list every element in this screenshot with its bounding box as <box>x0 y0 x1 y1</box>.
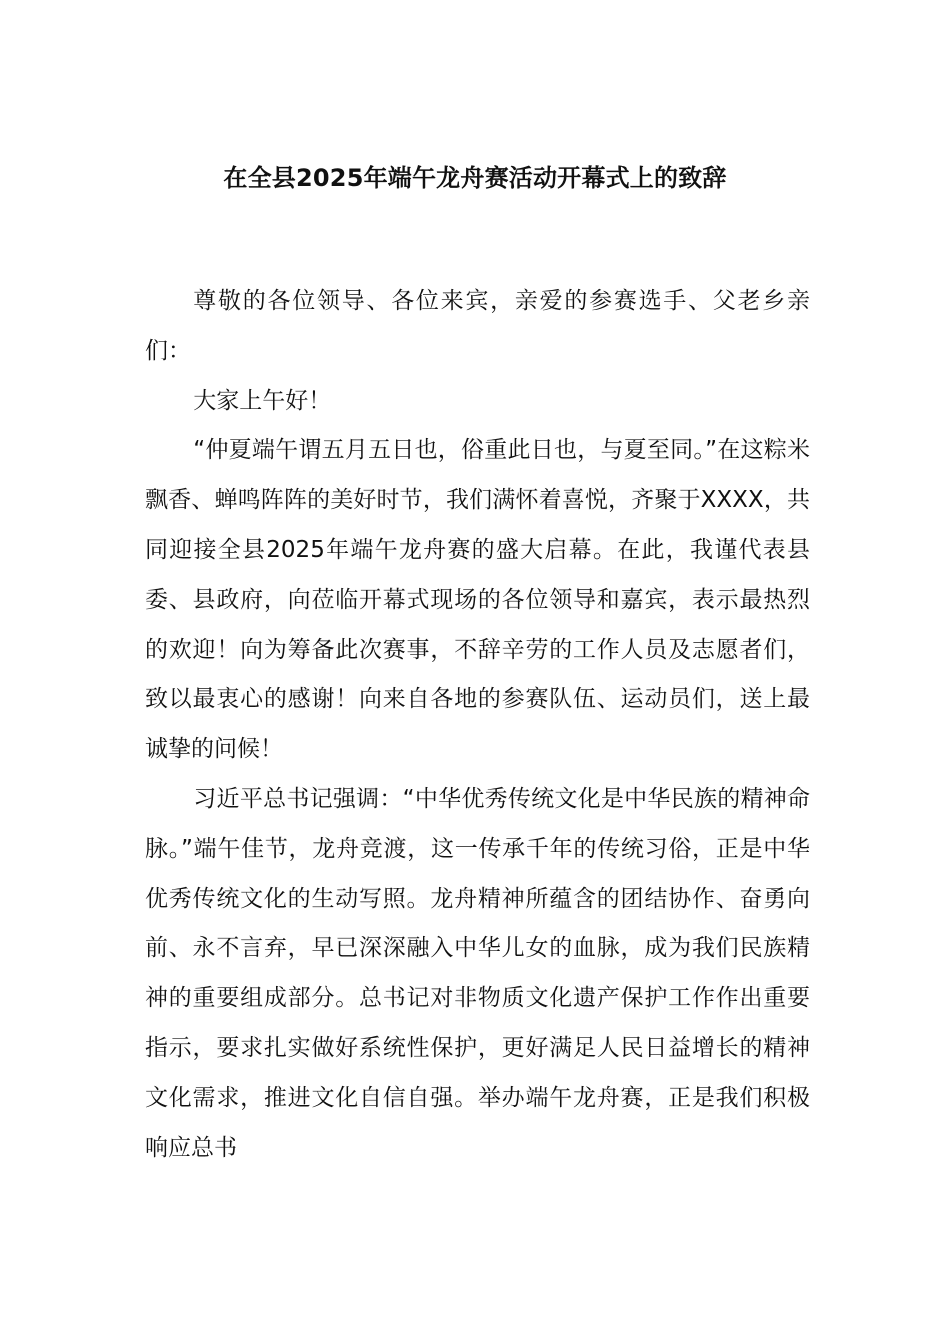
document-body <box>145 277 810 1173</box>
paragraph-welcome: “仲夏端午谓五月五日也，俗重此日也，与夏至同。”在这粽米飘香、蝉鸣阵阵的美好时节，我们满怀着喜悦，齐聚于XXXX，共同迎接全县2025年端午龙舟赛的盛大启幕。在此，我谨代表县委、县政府，向莅临开幕式现场的各位领导和嘉宾，表示最热烈的欢迎！向为筹备此次赛事，不辞辛劳的工作人员及志愿者们，致以最衷心的感谢！向来自各地的参赛队伍、运动员们，送上最诚挚的问候！ <box>145 437 810 763</box>
paragraph-salutation: 尊敬的各位领导、各位来宾，亲爱的参赛选手、父老乡亲们： <box>145 288 810 364</box>
paragraph-culture: 习近平总书记强调：“中华优秀传统文化是中华民族的精神命脉。”端午佳节，龙舟竞渡，这一传承千年的传统习俗，正是中华优秀传统文化的生动写照。龙舟精神所蕴含的团结协作、奋勇向前、永不言弃，早已深深融入中华儿女的血脉，成为我们民族精神的重要组成部分。总书记对非物质文化遗产保护工作作出重要指示，要求扎实做好系统性保护，更好满足人民日益增长的精神文化需求，推进文化自信自强。举办端午龙舟赛，正是我们积极响应总书 <box>145 785 810 1161</box>
document-title: 在全县2025年端午龙舟赛活动开幕式上的致辞 <box>223 164 727 192</box>
paragraph-greeting: 大家上午好！ <box>193 387 332 414</box>
